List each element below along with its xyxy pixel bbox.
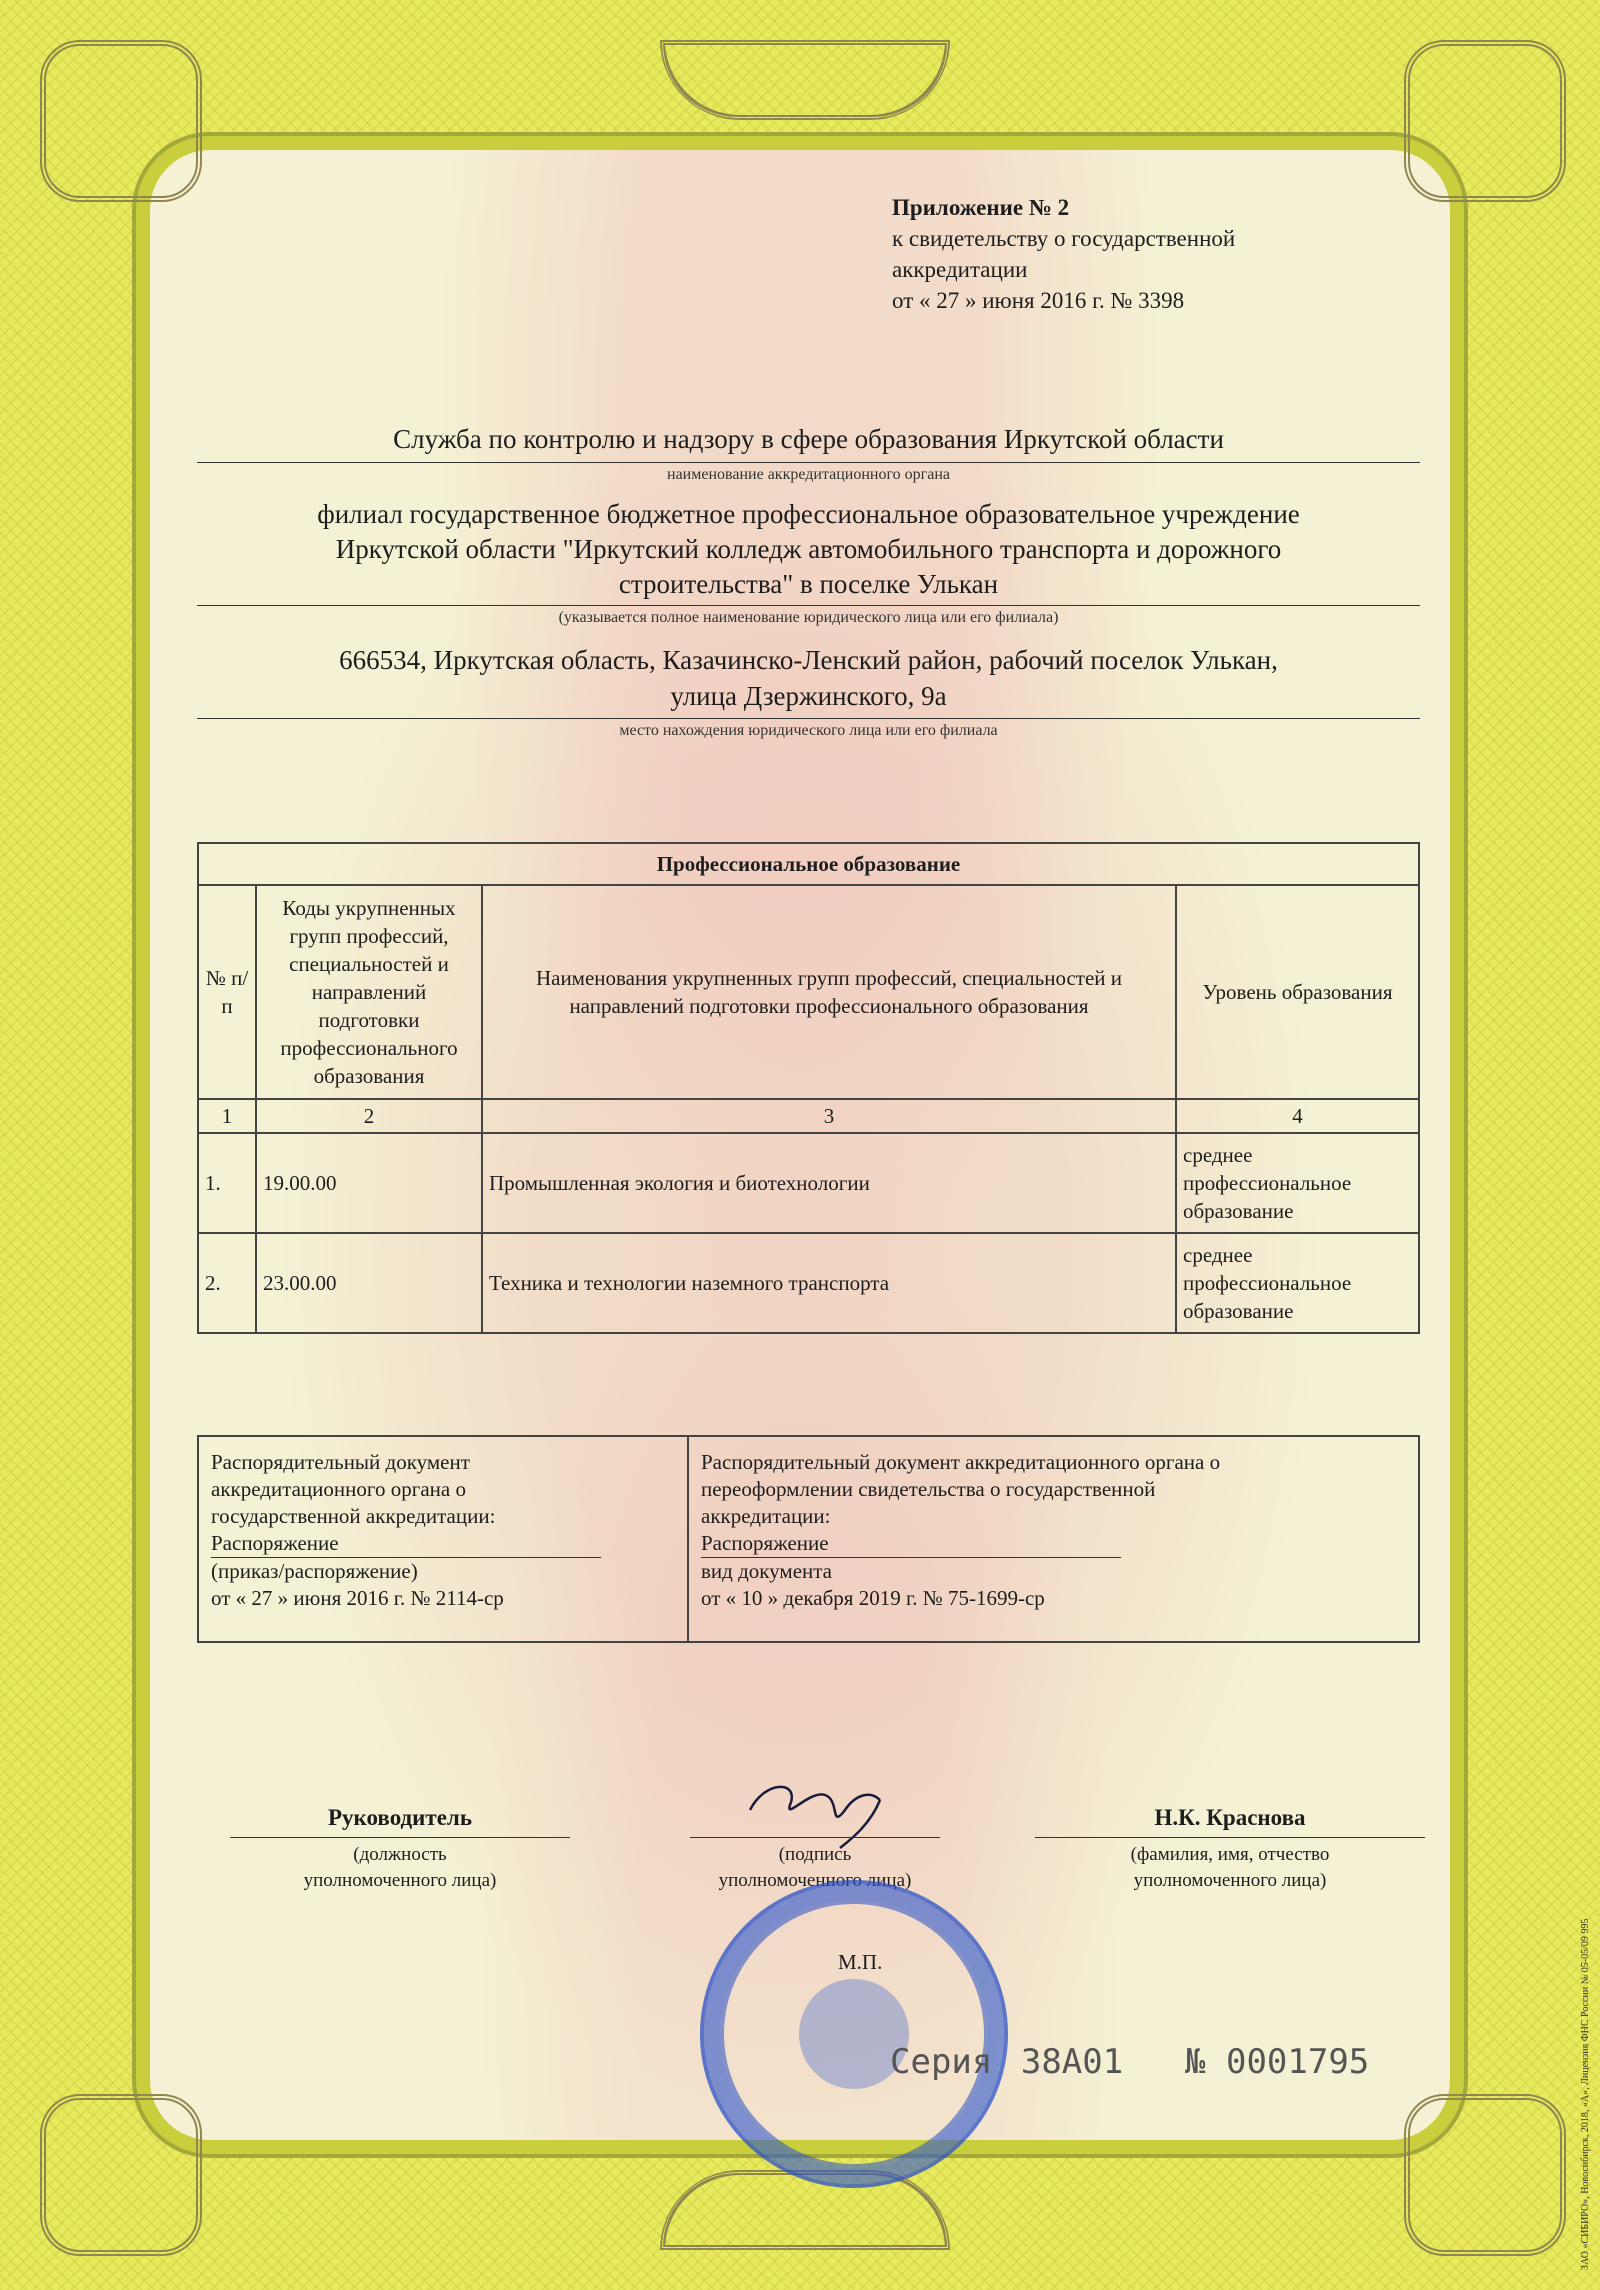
table-section-title: Профессиональное образование — [198, 843, 1419, 885]
name-caption — [1035, 1842, 1425, 1894]
decree-left-line-3: государственной аккредитации: — [211, 1504, 496, 1528]
name-caption-line-1: (фамилия, имя, отчество — [1130, 1844, 1330, 1865]
authority-caption: наименование аккредитационного органа — [667, 466, 950, 483]
seal-place-label: М.П. — [838, 1950, 883, 1974]
appendix-title: Приложение № 2 — [892, 195, 1070, 220]
name-caption-line-2: уполномоченного лица) — [1133, 1870, 1327, 1891]
organization-line-3: строительства" в поселке Улькан — [618, 569, 999, 599]
bottom-ornament — [660, 2170, 950, 2250]
col-number-1: 1 — [198, 1099, 256, 1133]
position-caption-line-1: (должность — [353, 1844, 447, 1865]
decree-right-line-2: переоформлении свидетельства о государственной — [701, 1477, 1156, 1501]
row-2-code: 23.00.00 — [256, 1233, 482, 1333]
organization-line-1: филиал государственное бюджетное профессиональное образовательное учреждение — [317, 499, 1300, 529]
organization-line-2: Иркутской области "Иркутский колледж автомобильного транспорта и дорожного — [335, 534, 1282, 564]
signature-caption-line-2: уполномоченного лица) — [718, 1870, 912, 1891]
row-2-num: 2. — [198, 1233, 256, 1333]
corner-ornament-top-right — [1404, 40, 1566, 202]
series-label: Серия — [890, 2042, 993, 2082]
organization-caption: (указывается полное наименование юридического лица или его филиала) — [558, 609, 1059, 626]
table-row — [198, 1133, 1419, 1233]
address-line-2: улица Дзержинского, 9а — [670, 681, 947, 711]
decree-right-type: Распоряжение — [701, 1530, 1121, 1558]
official-name: Н.К. Краснова — [1154, 1805, 1306, 1830]
handwritten-signature — [730, 1770, 930, 1850]
header-level: Уровень образования — [1176, 885, 1419, 1099]
row-1-code: 19.00.00 — [256, 1133, 482, 1233]
series — [890, 2042, 1123, 2082]
decree-right-caption: вид документа — [701, 1559, 833, 1583]
position-title: Руководитель — [328, 1805, 472, 1830]
corner-ornament-bottom-right — [1404, 2094, 1566, 2256]
decree-documents-box — [197, 1435, 1420, 1643]
col-number-4: 4 — [1176, 1099, 1419, 1133]
row-1-num: 1. — [198, 1133, 256, 1233]
decree-right-line-3: аккредитации: — [701, 1504, 831, 1528]
position-underline — [230, 1837, 570, 1838]
number-label: № — [1185, 2042, 1206, 2082]
decree-right-line-1: Распорядительный документ аккредитационного органа о — [701, 1450, 1221, 1474]
position-caption — [230, 1842, 570, 1894]
authority-underline — [197, 462, 1420, 463]
authority-name: Служба по контролю и надзору в сфере образования Иркутской области — [393, 424, 1224, 454]
address-line-1: 666534, Иркутская область, Казачинско-Ленский район, рабочий поселок Улькан, — [339, 645, 1278, 675]
official-seal — [700, 1880, 1008, 2188]
header-codes: Коды укрупненных групп профессий, специальностей и направлений подготовки профессионального образования — [256, 885, 482, 1099]
position-caption-line-2: уполномоченного лица) — [303, 1870, 497, 1891]
organization-underline — [197, 605, 1420, 606]
row-2-name: Техника и технологии наземного транспорта — [482, 1233, 1176, 1333]
certificate-number — [1185, 2042, 1369, 2082]
header-num: № п/п — [198, 885, 256, 1099]
appendix-line-2: аккредитации — [892, 257, 1028, 282]
row-2-level: среднее профессиональное образование — [1176, 1233, 1419, 1333]
number-value: 0001795 — [1225, 2042, 1370, 2082]
signature-caption-line-1: (подпись — [778, 1844, 852, 1865]
corner-ornament-top-left — [40, 40, 202, 202]
decree-left-line-2: аккредитационного органа о — [211, 1477, 466, 1501]
col-number-2: 2 — [256, 1099, 482, 1133]
address-caption: место нахождения юридического лица или его филиала — [619, 722, 998, 739]
appendix-line-3: от « 27 » июня 2016 г. № 3398 — [892, 288, 1185, 313]
row-1-level: среднее профессиональное образование — [1176, 1133, 1419, 1233]
name-underline — [1035, 1837, 1425, 1838]
decree-left — [211, 1449, 671, 1612]
table-row — [198, 1233, 1419, 1333]
col-number-3: 3 — [482, 1099, 1176, 1133]
signature-underline — [690, 1837, 940, 1838]
organization-name — [197, 497, 1420, 602]
series-value: 38А01 — [1020, 2042, 1124, 2082]
printer-note: ЗАО «СИБИРО», Новосибирск, 2018, «А», Лицензия ФНС России № 05-05/09 995 — [1580, 1918, 1591, 2270]
decree-right-date: от « 10 » декабря 2019 г. № 75-1699-ср — [701, 1586, 1045, 1610]
top-ornament — [660, 40, 950, 120]
decree-left-line-1: Распорядительный документ — [211, 1450, 470, 1474]
address — [197, 642, 1420, 714]
decree-divider — [687, 1437, 689, 1641]
address-underline — [197, 718, 1420, 719]
decree-left-date: от « 27 » июня 2016 г. № 2114-ср — [211, 1586, 504, 1610]
row-1-name: Промышленная экология и биотехнологии — [482, 1133, 1176, 1233]
decree-left-caption: (приказ/распоряжение) — [211, 1559, 418, 1583]
decree-right — [701, 1449, 1411, 1612]
header-names: Наименования укрупненных групп профессий, специальностей и направлений подготовки профессионального образования — [482, 885, 1176, 1099]
corner-ornament-bottom-left — [40, 2094, 202, 2256]
decree-left-type: Распоряжение — [211, 1530, 601, 1558]
appendix-header — [892, 192, 1235, 316]
professions-table — [197, 842, 1420, 1334]
appendix-line-1: к свидетельству о государственной — [892, 226, 1236, 251]
